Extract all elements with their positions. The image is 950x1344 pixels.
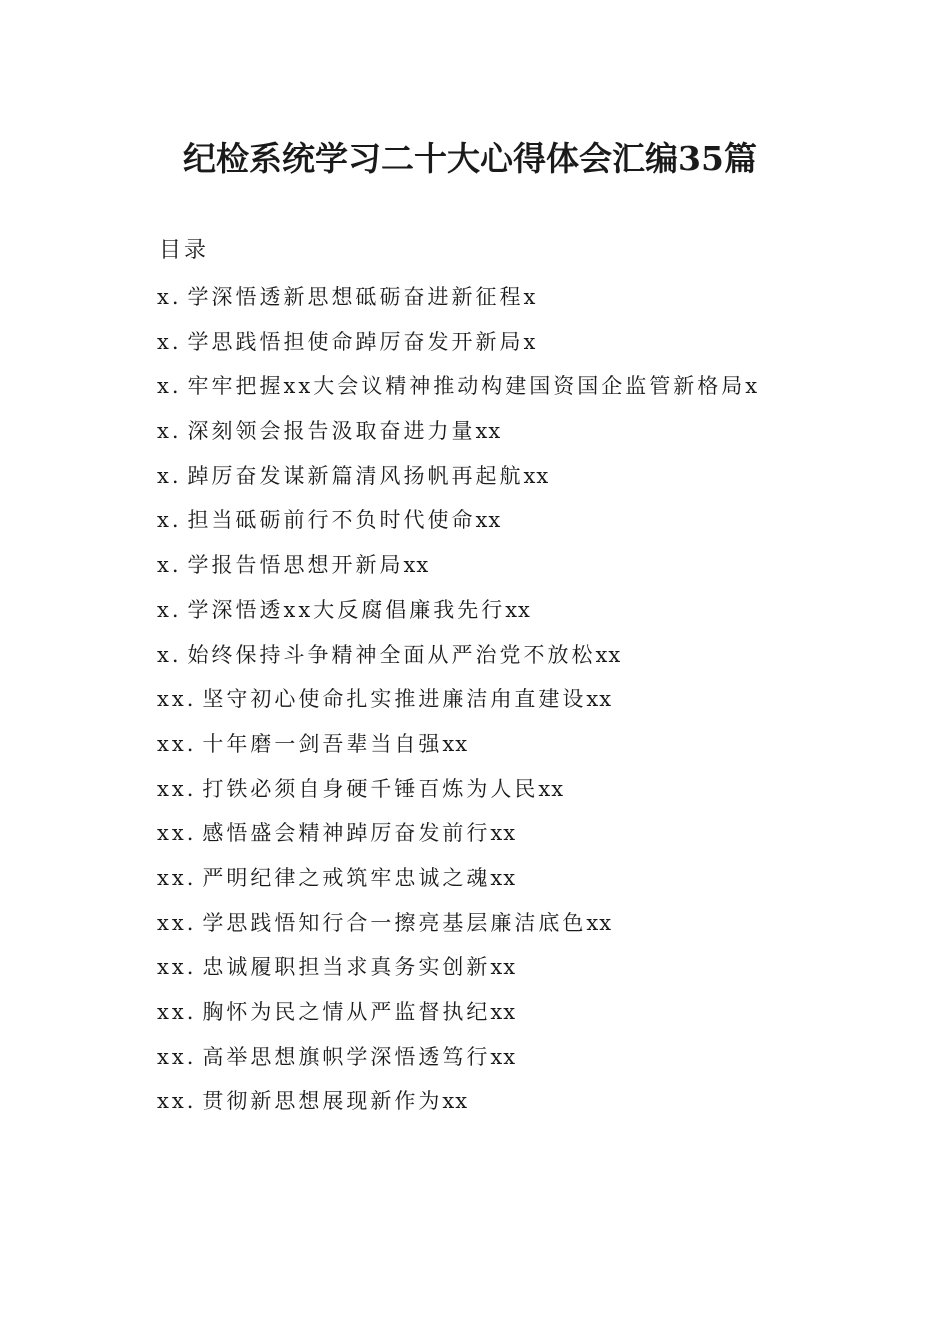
toc-item-separator: . [186, 731, 197, 756]
toc-item-number: xx [157, 1044, 187, 1069]
toc-item-number: xx [157, 1000, 187, 1024]
toc-item[interactable] [157, 815, 837, 860]
toc-item-page: xx [595, 642, 622, 667]
toc-item-number: xx [157, 955, 187, 980]
toc-item-title: 学深悟透xx大反腐倡廉我先行 [187, 597, 506, 622]
toc-item-title: 学思践悟担使命踔厉奋发开新局 [187, 329, 524, 354]
toc-item-number: x [157, 553, 172, 578]
toc-item-separator: . [186, 776, 197, 801]
toc-item-title: 担当砥砺前行不负时代使命 [187, 508, 476, 533]
toc-item[interactable] [157, 949, 837, 994]
toc-item-number: xx [157, 731, 187, 756]
toc-item[interactable] [157, 994, 837, 1039]
toc-item-number: xx [157, 821, 187, 846]
toc-item-number: x [157, 642, 172, 667]
toc-item-number: x [157, 329, 172, 354]
toc-item[interactable] [157, 860, 837, 905]
toc-item-page: xx [403, 553, 430, 578]
toc-item-page: xx [490, 1044, 517, 1069]
toc-item-title: 踔厉奋发谋新篇清风扬帆再起航 [187, 463, 524, 488]
toc-item-page: xx [586, 910, 613, 935]
toc-item-title: 牢牢把握xx大会议精神推动构建国资国企监管新格局 [187, 374, 746, 399]
toc-item[interactable] [157, 726, 837, 771]
toc-item-separator: . [171, 374, 182, 399]
toc-item-title: 胸怀为民之情从严监督执纪 [202, 1000, 491, 1024]
toc-item-number: x [157, 463, 172, 488]
toc-item[interactable] [157, 1083, 837, 1128]
toc-item-title: 学深悟透新思想砥砺奋进新征程 [187, 285, 524, 309]
toc-item-separator: . [171, 642, 182, 667]
toc-item-title: 坚守初心使命扎实推进廉洁甪直建设 [202, 687, 587, 712]
toc-item[interactable] [157, 279, 837, 324]
toc-item[interactable] [157, 592, 837, 637]
toc-item-title: 学报告悟思想开新局 [187, 553, 404, 578]
toc-item-page: xx [490, 955, 517, 980]
toc-item-separator: . [186, 1000, 197, 1024]
toc-item-separator: . [171, 463, 182, 488]
toc-item[interactable] [157, 637, 837, 682]
toc-item-separator: . [186, 1089, 197, 1114]
toc-item-separator: . [171, 508, 182, 533]
toc-item-title: 感悟盛会精神踔厉奋发前行 [202, 821, 491, 846]
toc-item[interactable] [157, 905, 837, 950]
toc-item[interactable] [157, 771, 837, 816]
toc-item-page: xx [538, 776, 565, 801]
toc-item-separator: . [171, 597, 182, 622]
toc-item-title: 高举思想旗帜学深悟透笃行 [202, 1044, 491, 1069]
toc-item-number: x [157, 285, 172, 309]
toc-item[interactable] [157, 1039, 837, 1084]
toc-item-number: xx [157, 1089, 187, 1114]
toc-item-page: xx [475, 419, 502, 444]
toc-item-separator: . [186, 955, 197, 980]
toc-item-page: xx [442, 731, 469, 756]
toc-item[interactable] [157, 368, 837, 413]
toc-item[interactable] [157, 547, 837, 592]
toc-item-title: 学思践悟知行合一擦亮基层廉洁底色 [202, 910, 587, 935]
toc-item-page: xx [490, 821, 517, 846]
toc-item[interactable] [157, 458, 837, 503]
toc-item-separator: . [186, 687, 197, 712]
toc-heading: 目录 [159, 238, 210, 263]
toc-item-number: xx [157, 776, 187, 801]
document-title: 纪检系统学习二十大心得体会汇编35篇 [183, 139, 757, 178]
toc-item-title: 严明纪律之戒筑牢忠诚之魂 [202, 865, 491, 890]
toc-item-page: xx [490, 865, 517, 890]
toc-item-page: x [745, 374, 759, 399]
toc-item-page: xx [505, 597, 531, 622]
toc-item-title: 忠诚履职担当求真务实创新 [202, 955, 491, 980]
toc-item-page: xx [523, 463, 550, 488]
toc-item-number: x [157, 597, 172, 622]
toc-list [157, 279, 837, 1128]
toc-item-title: 始终保持斗争精神全面从严治党不放松 [187, 642, 596, 667]
toc-item-title: 深刻领会报告汲取奋进力量 [187, 419, 476, 444]
toc-item-page: xx [475, 508, 502, 533]
toc-item-number: xx [157, 865, 187, 890]
toc-item-separator: . [186, 821, 197, 846]
toc-item-title: 贯彻新思想展现新作为 [202, 1089, 443, 1114]
toc-item-separator: . [171, 553, 182, 578]
toc-item[interactable] [157, 324, 837, 369]
toc-item[interactable] [157, 502, 837, 547]
toc-item-number: x [157, 374, 172, 399]
toc-item[interactable] [157, 413, 837, 458]
toc-item-page: x [523, 285, 537, 309]
toc-item-title: 十年磨一剑吾辈当自强 [202, 731, 443, 756]
toc-item-separator: . [171, 285, 182, 309]
toc-item-separator: . [171, 419, 182, 444]
toc-item-separator: . [186, 865, 197, 890]
toc-item-page: xx [586, 687, 613, 712]
toc-item-separator: . [186, 1044, 197, 1069]
toc-item-number: x [157, 419, 172, 444]
toc-item-page: xx [490, 1000, 517, 1024]
toc-item-separator: . [171, 329, 182, 354]
toc-item-title: 打铁必须自身硬千锤百炼为人民 [202, 776, 539, 801]
toc-item-page: x [523, 329, 537, 354]
toc-item-page: xx [442, 1089, 469, 1114]
toc-item-separator: . [186, 910, 197, 935]
toc-item-number: xx [157, 910, 187, 935]
toc-item-number: x [157, 508, 172, 533]
toc-item-number: xx [157, 687, 187, 712]
toc-item[interactable] [157, 681, 837, 726]
